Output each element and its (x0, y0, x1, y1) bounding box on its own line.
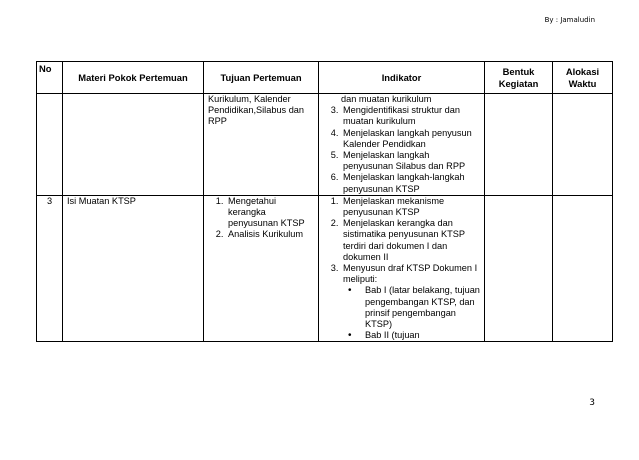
indikator-continuation: dan muatan kurikulum (341, 94, 432, 104)
list-item: 1. Menjelaskan mekanisme penyusunan KTSP (341, 196, 480, 218)
indikator-list (323, 196, 480, 342)
table-row (37, 195, 613, 342)
cell-alokasi (553, 94, 613, 196)
cell-materi (63, 94, 204, 196)
list-item: 1. Mengetahui kerangka penyusunan KTSP (226, 196, 314, 230)
bullet-item: • Bab I (latar belakang, tujuan pengembangan KTSP, dan prinsif pengembangan KTSP) (363, 285, 480, 330)
list-item: 6. Menjelaskan langkah-langkah penyusunan KTSP (341, 172, 480, 194)
cell-bentuk (485, 195, 553, 342)
header-materi: Materi Pokok Pertemuan (63, 62, 204, 94)
table-header-row (37, 62, 613, 94)
cell-tujuan: Kurikulum, Kalender Pendidikan,Silabus dan RPP (204, 94, 319, 196)
list-item: 3. Mengidentifikasi struktur dan muatan kurikulum (341, 105, 480, 127)
header-bentuk: Bentuk Kegiatan (485, 62, 553, 94)
list-item-text: Menyusun draf KTSP Dokumen I meliputi: (343, 263, 478, 285)
cell-bentuk (485, 94, 553, 196)
header-alokasi: Alokasi Waktu (553, 62, 613, 94)
table-row (37, 94, 613, 196)
bullet-item: • Bab II (tujuan (363, 330, 480, 341)
cell-no (37, 94, 63, 196)
indikator-list (323, 105, 480, 195)
header-no: No (37, 62, 63, 94)
cell-no: 3 (37, 195, 63, 342)
list-item: 4. Menjelaskan langkah penyusun Kalender Pendidkan (341, 128, 480, 150)
list-item (341, 263, 480, 341)
cell-indikator (319, 94, 485, 196)
page-number: 3 (589, 398, 595, 408)
list-item: 2. Analisis Kurikulum (226, 229, 314, 240)
cell-materi: Isi Muatan KTSP (63, 195, 204, 342)
list-item: 2. Menjelaskan kerangka dan sistimatika penyusunan KTSP terdiri dari dokumen I dan dokumen II (341, 218, 480, 263)
header-indikator: Indikator (319, 62, 485, 94)
tujuan-list (208, 196, 314, 241)
cell-indikator (319, 195, 485, 342)
bullet-list (343, 285, 480, 341)
author-header: By : Jamaludin (544, 16, 595, 24)
cell-alokasi (553, 195, 613, 342)
list-item: 5. Menjelaskan langkah penyusunan Silabus dan RPP (341, 150, 480, 172)
cell-tujuan (204, 195, 319, 342)
lesson-plan-table (36, 61, 613, 342)
header-tujuan: Tujuan Pertemuan (204, 62, 319, 94)
